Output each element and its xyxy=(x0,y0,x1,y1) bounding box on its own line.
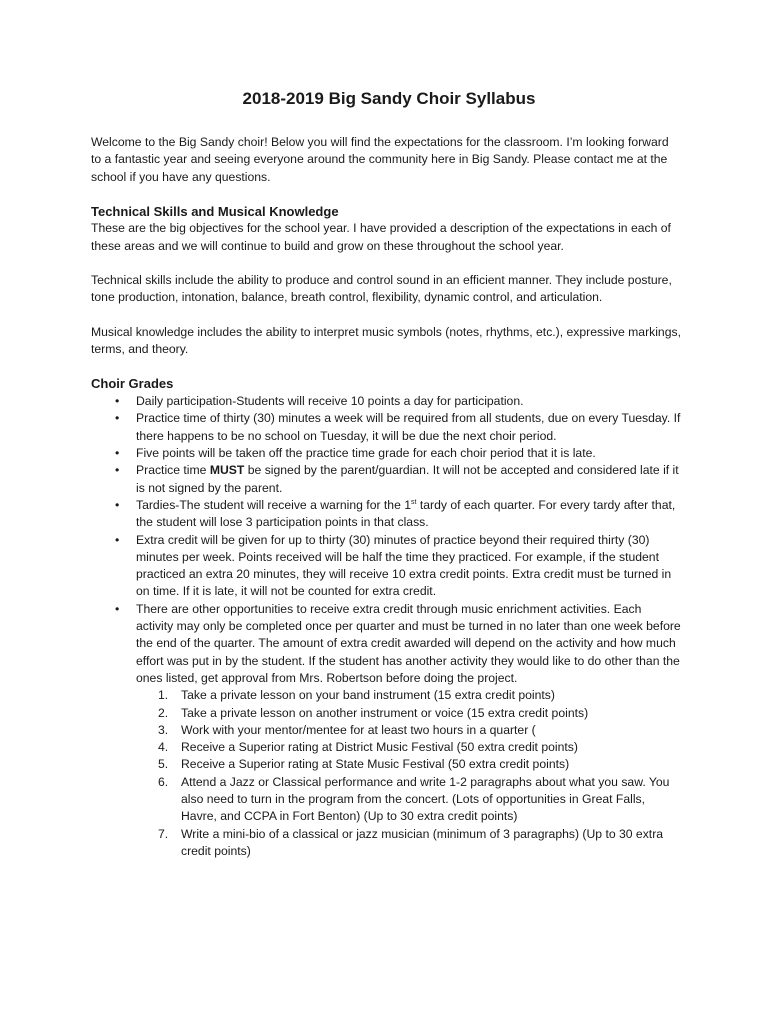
activity-item xyxy=(136,705,681,722)
grades-item-tardies xyxy=(91,497,681,532)
activity-text: Work with your mentor/mentee for at least two hours in a quarter ( xyxy=(181,722,536,737)
activity-item xyxy=(136,826,681,861)
activity-number: 7. xyxy=(158,826,169,841)
activity-number: 2. xyxy=(158,705,169,720)
grades-item-participation: • Daily participation-Students will receive 10 points a day for participation. xyxy=(91,393,681,410)
activity-text: Take a private lesson on your band instrument (15 extra credit points) xyxy=(181,688,555,703)
activities-list xyxy=(136,687,681,860)
signature-text-post: be signed by the parent/guardian. It will not be accepted and considered late if it is not signed by the parent. xyxy=(136,463,679,495)
activity-text: Take a private lesson on another instrument or voice (15 extra credit points) xyxy=(181,705,589,720)
activity-text: Receive a Superior rating at State Music Festival (50 extra credit points) xyxy=(181,757,570,772)
activity-text: Receive a Superior rating at District Music Festival (50 extra credit points) xyxy=(181,740,578,755)
activity-item xyxy=(136,739,681,756)
grades-list xyxy=(91,393,681,860)
technical-skills-paragraph: Technical skills include the ability to produce and control sound in an efficient manner. They include posture, tone production, intonation, balance, breath control, flexibility, dynamic control, and articulation. xyxy=(91,272,672,305)
technical-heading: Technical Skills and Musical Knowledge xyxy=(91,203,339,219)
tardies-text-pre: Tardies-The student will receive a warning for the 1 xyxy=(136,497,412,512)
activity-text: Write a mini-bio of a classical or jazz musician (minimum of 3 paragraphs) (Up to 30 extra credit points) xyxy=(181,826,664,858)
activity-number: 5. xyxy=(158,757,169,772)
signature-text-pre: Practice time xyxy=(136,463,210,478)
activity-number: 3. xyxy=(158,722,169,737)
activity-text: Attend a Jazz or Classical performance and write 1-2 paragraphs about what you saw. You also need to turn in the program from the concert. (Lots of opportunities in Great Falls, Havre, and CCPA in Fort Benton) (Up to 30 extra credit points) xyxy=(181,774,670,824)
activity-item xyxy=(136,774,681,826)
choir-grades-heading: Choir Grades xyxy=(91,376,174,392)
must-emphasis: MUST xyxy=(209,463,245,478)
activity-number: 1. xyxy=(158,688,169,703)
grades-item-extra-practice: • Extra credit will be given for up to thirty (30) minutes of practice beyond their required thirty (30) minutes per week. Points received will be half the time they practiced. For example, if the student practiced an extra 20 minutes, they will receive 10 extra credit points. Extra credit must be turned in on time. If it is late, it will not be counted for extra credit. xyxy=(91,532,681,601)
grades-item-late-penalty: • Five points will be taken off the practice time grade for each choir period that it is late. xyxy=(91,445,681,462)
grades-item-enrichment xyxy=(91,601,681,860)
document-title: 2018-2019 Big Sandy Choir Syllabus xyxy=(242,89,536,108)
document-body xyxy=(91,88,681,860)
intro-paragraph: Welcome to the Big Sandy choir! Below you will find the expectations for the classroom. I’m looking forward to a fantastic year and seeing everyone around the community here in Big Sandy. Please contact me at the school if you have any questions. xyxy=(91,135,669,184)
activity-item xyxy=(136,687,681,704)
grades-item-practice-time: • Practice time of thirty (30) minutes a week will be required from all students, due on every Tuesday. If there happens to be no school on Tuesday, it will be due the next choir period. xyxy=(91,410,681,445)
objectives-paragraph: These are the big objectives for the school year. I have provided a description of the expectations in each of these areas and we will continue to build and grow on these throughout the school year. xyxy=(91,221,671,253)
ordinal-superscript: st xyxy=(411,498,417,506)
activity-number: 6. xyxy=(158,774,169,789)
tardies-text-post: tardy of each quarter. For every tardy after that, the student will lose 3 participation points in that class. xyxy=(136,497,676,530)
activity-number: 4. xyxy=(158,740,169,755)
grades-item-signature xyxy=(91,462,681,497)
activity-item xyxy=(136,756,681,773)
enrichment-text: There are other opportunities to receive extra credit through music enrichment activities. Each activity may only be completed once per quarter and must be turned in no later than one week before the end of the quarter. The amount of extra credit awarded will depend on the activity and how much effort was put in by the student. If the student has another activity they would like to do other than the ones listed, get approval from Mrs. Robertson before doing the project. xyxy=(136,601,681,685)
musical-knowledge-paragraph: Musical knowledge includes the ability to interpret music symbols (notes, rhythms, etc.), expressive markings, terms, and theory. xyxy=(91,324,681,356)
activity-item xyxy=(136,722,681,739)
